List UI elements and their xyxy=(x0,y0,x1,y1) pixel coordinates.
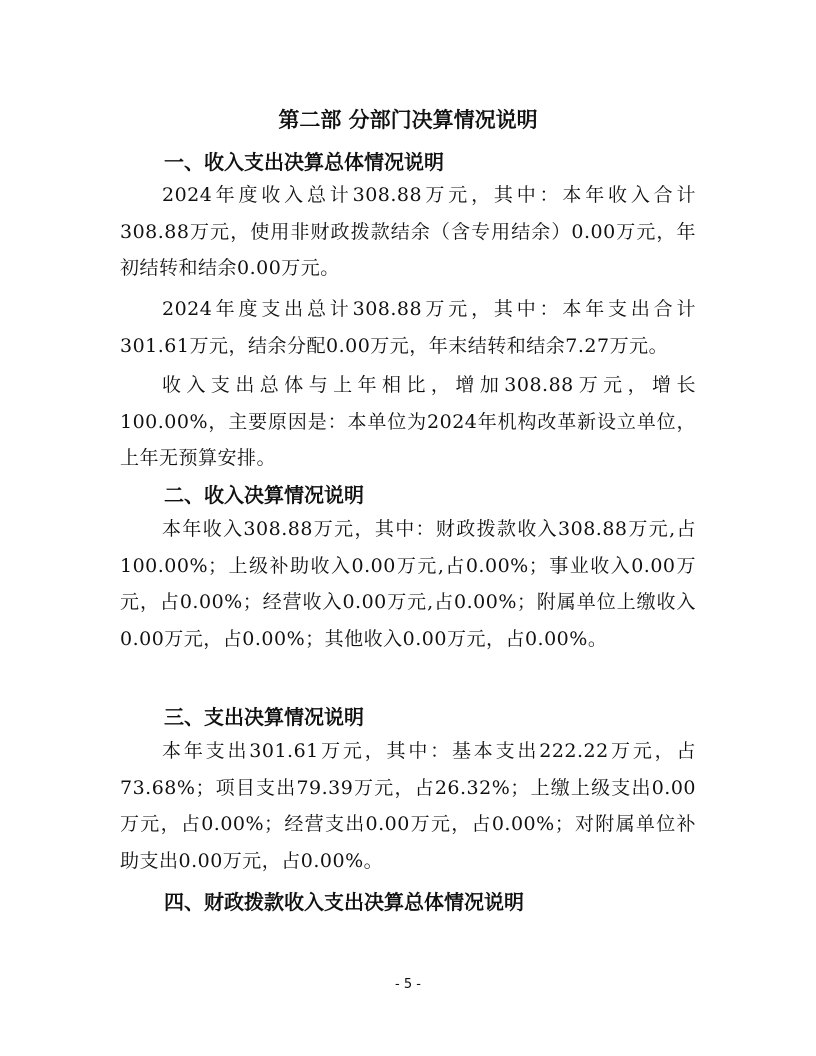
paragraph-income-breakdown: 本年收入308.88万元，其中：财政拨款收入308.88万元,占100.00%；上级补助收入0.00万元,占0.00%；事业收入0.00万元，占0.00%；经营收入0.00万元,占0.00%；附属单位上缴收入0.00万元，占0.00%；其他收入0.00万元，占0.00%。 xyxy=(120,518,696,650)
paragraph-expenditure-total: 2024年度支出总计308.88万元，其中：本年支出合计301.61万元，结余分配0.00万元，年末结转和结余7.27万元。 xyxy=(120,298,696,357)
section-heading-income-expenditure-overall: 一、收入支出决算总体情况说明 xyxy=(164,150,444,174)
paragraph-expenditure-breakdown: 本年支出301.61万元，其中：基本支出222.22万元，占73.68%；项目支出79.39万元，占26.32%；上缴上级支出0.00万元，占0.00%；经营支出0.00万元，占0.00%；对附属单位补助支出0.00万元，占0.00%。 xyxy=(120,740,696,872)
page-number: - 5 - xyxy=(395,977,421,992)
page-title: 第二部 分部门决算情况说明 xyxy=(278,108,538,132)
paragraph-income-total: 2024年度收入总计308.88万元，其中：本年收入合计308.88万元，使用非财政拨款结余（含专用结余）0.00万元，年初结转和结余0.00万元。 xyxy=(120,184,696,279)
paragraph-year-over-year: 收入支出总体与上年相比，增加308.88万元，增长100.00%，主要原因是：本单位为2024年机构改革新设立单位，上年无预算安排。 xyxy=(120,374,696,469)
section-heading-fiscal-appropriation: 四、财政拨款收入支出决算总体情况说明 xyxy=(164,890,524,914)
section-heading-income: 二、收入决算情况说明 xyxy=(164,483,364,507)
section-heading-expenditure: 三、支出决算情况说明 xyxy=(164,705,364,729)
